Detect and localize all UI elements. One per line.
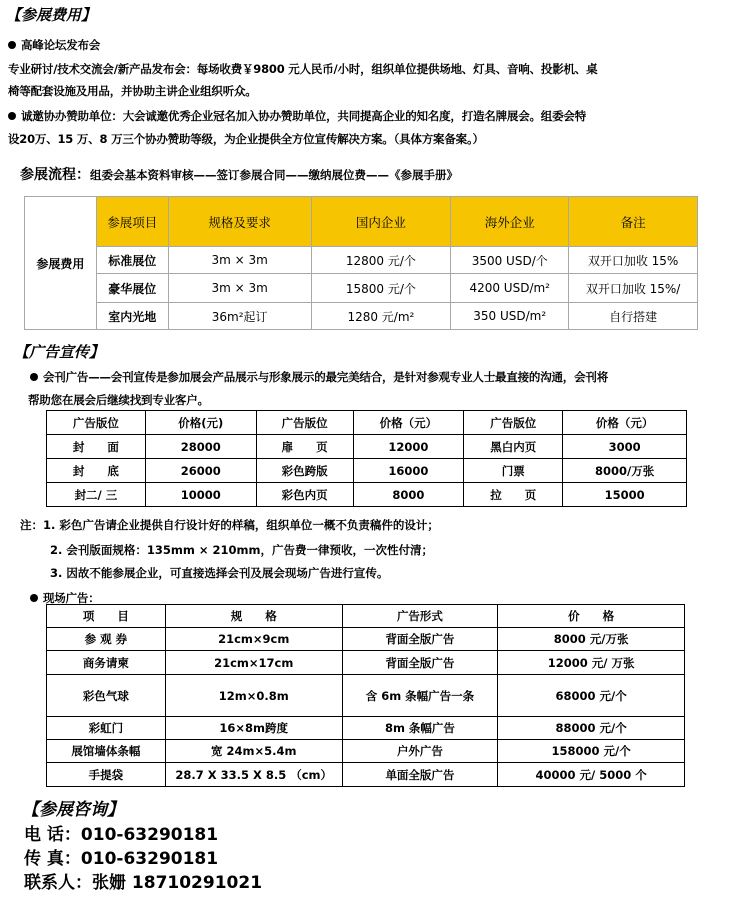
sponsor-title: 诚邀协办赞助单位： xyxy=(21,109,123,123)
ads-note-1: 注：1. 彩色广告请企业提供自行设计好的样稿，组织单位一概不负责稿件的设计； xyxy=(20,518,439,532)
onsite-cell: 16×8m跨度 xyxy=(165,717,342,740)
booth-fee-table xyxy=(24,196,698,330)
booth-cell: 3500 USD/个 xyxy=(451,247,569,274)
ads-text-line1 xyxy=(30,369,608,385)
ad-cell: 8000 xyxy=(353,483,464,507)
ad-cell: 28000 xyxy=(145,435,256,459)
onsite-header: 规 格 xyxy=(165,605,342,628)
bullet-icon xyxy=(30,594,38,602)
section-title-contact: 【参展咨询】 xyxy=(22,800,124,820)
table-row xyxy=(47,651,685,675)
bullet-icon xyxy=(30,373,38,381)
ad-cell: 16000 xyxy=(353,459,464,483)
onsite-cell: 40000 元/ 5000 个 xyxy=(498,763,685,787)
onsite-cell: 参 观 券 xyxy=(47,628,166,651)
onsite-cell: 彩色气球 xyxy=(47,675,166,717)
booth-cell: 双开口加收 15%/ xyxy=(569,274,698,303)
ad-cell: 彩色跨版 xyxy=(256,459,353,483)
table-row xyxy=(47,435,687,459)
journal-ad-table xyxy=(46,410,687,507)
onsite-cell: 12m×0.8m xyxy=(165,675,342,717)
onsite-cell: 8000 元/万张 xyxy=(498,628,685,651)
onsite-cell: 88000 元/个 xyxy=(498,717,685,740)
contact-fax: 传 真：010-63290181 xyxy=(24,849,219,869)
booth-cell: 豪华展位 xyxy=(96,274,168,303)
ad-cell: 拉 页 xyxy=(464,483,563,507)
booth-cell: 15800 元/个 xyxy=(311,274,451,303)
onsite-cell: 单面全版广告 xyxy=(342,763,498,787)
process-label: 参展流程： xyxy=(20,167,90,183)
onsite-cell: 28.7 X 33.5 X 8.5 （cm） xyxy=(165,763,342,787)
onsite-header: 价 格 xyxy=(498,605,685,628)
onsite-cell: 宽 24m×5.4m xyxy=(165,740,342,763)
table-row xyxy=(25,303,698,330)
bullet-icon xyxy=(8,112,16,120)
booth-cell: 36m²起订 xyxy=(168,303,311,330)
onsite-cell: 商务请柬 xyxy=(47,651,166,675)
ad-header: 价格(元) xyxy=(145,411,256,435)
onsite-header: 广告形式 xyxy=(342,605,498,628)
ad-cell: 封 面 xyxy=(47,435,146,459)
onsite-cell: 彩虹门 xyxy=(47,717,166,740)
table-row xyxy=(25,274,698,303)
booth-header-item: 参展项目 xyxy=(96,197,168,247)
booth-cell: 3m × 3m xyxy=(168,247,311,274)
ads-bullet-desc: ——会刊宣传是参加展会产品展示与形象展示的最完美结合，是针对参观专业人士最直接的沟通，会刊将 xyxy=(88,370,608,384)
ad-cell: 封 底 xyxy=(47,459,146,483)
booth-cell: 自行搭建 xyxy=(569,303,698,330)
ad-header: 价格（元） xyxy=(353,411,464,435)
sponsor-text-line2: 设20万、15 万、8 万三个协办赞助等级，为企业提供全方位宣传解决方案。（具体方案备案。） xyxy=(8,132,484,146)
booth-cell: 350 USD/m² xyxy=(451,303,569,330)
ad-cell: 12000 xyxy=(353,435,464,459)
table-row xyxy=(47,740,685,763)
process-line xyxy=(20,164,458,184)
onsite-cell: 21cm×17cm xyxy=(165,651,342,675)
contact-phone: 电 话：010-63290181 xyxy=(24,825,219,845)
ad-cell: 扉 页 xyxy=(256,435,353,459)
table-row xyxy=(47,483,687,507)
booth-cell: 12800 元/个 xyxy=(311,247,451,274)
contact-person: 联系人：张姗 18710291021 xyxy=(24,873,263,893)
ad-cell: 8000/万张 xyxy=(563,459,687,483)
booth-header-overseas: 海外企业 xyxy=(451,197,569,247)
ad-header: 广告版位 xyxy=(464,411,563,435)
booth-header-domestic: 国内企业 xyxy=(311,197,451,247)
onsite-header: 项 目 xyxy=(47,605,166,628)
booth-row-label: 参展费用 xyxy=(25,197,97,330)
onsite-cell: 8m 条幅广告 xyxy=(342,717,498,740)
ads-note-2: 2. 会刊版面规格：135mm × 210mm，广告费一律预收，一次性付清； xyxy=(50,543,433,557)
booth-header-remark: 备注 xyxy=(569,197,698,247)
onsite-cell: 手提袋 xyxy=(47,763,166,787)
ad-header: 广告版位 xyxy=(47,411,146,435)
table-row xyxy=(25,247,698,274)
onsite-cell: 背面全版广告 xyxy=(342,628,498,651)
process-steps: 组委会基本资料审核——签订参展合同——缴纳展位费——《参展手册》 xyxy=(90,168,458,182)
sponsor-text-line1 xyxy=(8,108,586,124)
booth-header-spec: 规格及要求 xyxy=(168,197,311,247)
bullet-icon xyxy=(8,41,16,49)
onsite-cell: 12000 元/ 万张 xyxy=(498,651,685,675)
booth-cell: 1280 元/m² xyxy=(311,303,451,330)
onsite-ad-table xyxy=(46,604,685,787)
onsite-cell: 含 6m 条幅广告一条 xyxy=(342,675,498,717)
bullet-forum xyxy=(8,37,100,53)
onsite-cell: 68000 元/个 xyxy=(498,675,685,717)
section-title-ads: 【广告宣传】 xyxy=(14,343,105,361)
ad-cell: 黑白内页 xyxy=(464,435,563,459)
section-title-fees: 【参展费用】 xyxy=(6,6,97,24)
onsite-cell: 158000 元/个 xyxy=(498,740,685,763)
ad-cell: 彩色内页 xyxy=(256,483,353,507)
ads-text-line2: 帮助您在展会后继续找到专业客户。 xyxy=(28,393,209,407)
onsite-cell: 户外广告 xyxy=(342,740,498,763)
ads-bullet-title: 会刊广告 xyxy=(43,370,89,384)
sponsor-desc: 大会诚邀优秀企业冠名加入协办赞助单位，共同提高企业的知名度，打造名牌展会。组委会特 xyxy=(122,109,586,123)
booth-cell: 3m × 3m xyxy=(168,274,311,303)
booth-cell: 双开口加收 15% xyxy=(569,247,698,274)
booth-cell: 4200 USD/m² xyxy=(451,274,569,303)
forum-text-line1: 专业研讨/技术交流会/新产品发布会：每场收费￥9800 元人民币/小时，组织单位提供场地、灯具、音响、投影机、桌 xyxy=(8,62,598,76)
booth-cell: 室内光地 xyxy=(96,303,168,330)
ad-header: 广告版位 xyxy=(256,411,353,435)
ads-note-3: 3. 因故不能参展企业，可直接选择会刊及展会现场广告进行宣传。 xyxy=(50,566,389,580)
onsite-cell: 展馆墙体条幅 xyxy=(47,740,166,763)
booth-cell: 标准展位 xyxy=(96,247,168,274)
ad-cell: 门票 xyxy=(464,459,563,483)
ad-cell: 封二/ 三 xyxy=(47,483,146,507)
table-row xyxy=(47,717,685,740)
ad-header: 价格（元） xyxy=(563,411,687,435)
table-row xyxy=(47,628,685,651)
ad-cell: 15000 xyxy=(563,483,687,507)
table-row xyxy=(47,675,685,717)
ad-cell: 26000 xyxy=(145,459,256,483)
onsite-cell: 背面全版广告 xyxy=(342,651,498,675)
onsite-title: 现场广告： xyxy=(43,591,100,605)
bullet-forum-title: 高峰论坛发布会 xyxy=(21,38,101,52)
ad-cell: 10000 xyxy=(145,483,256,507)
onsite-cell: 21cm×9cm xyxy=(165,628,342,651)
forum-text-line2: 椅等配套设施及用品，并协助主讲企业组织听众。 xyxy=(8,84,257,98)
table-row xyxy=(47,763,685,787)
table-row xyxy=(47,459,687,483)
ad-cell: 3000 xyxy=(563,435,687,459)
